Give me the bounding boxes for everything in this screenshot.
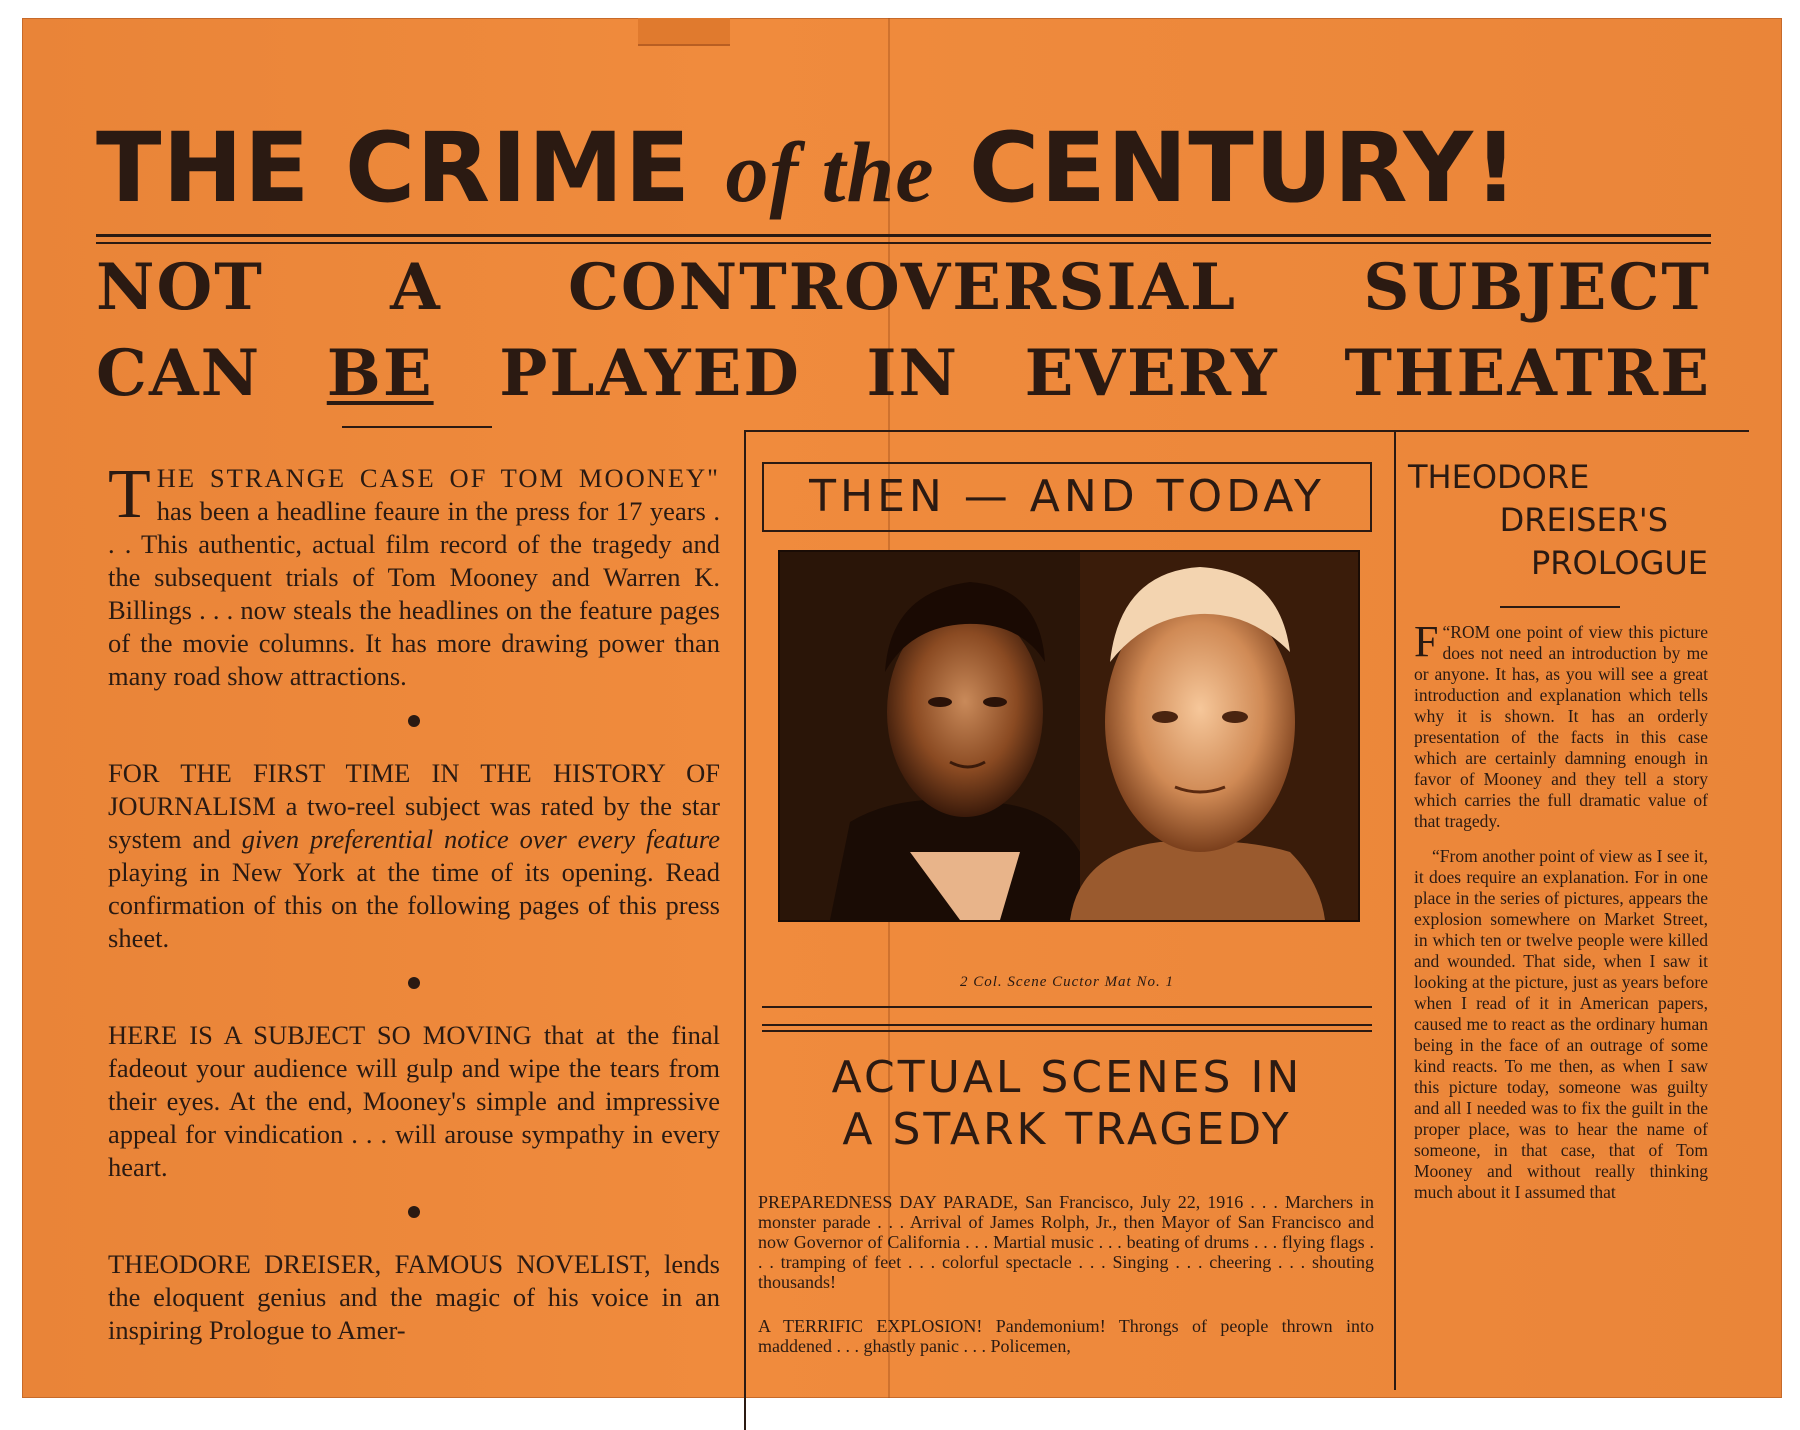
subhead-line2-underlined: BE bbox=[326, 336, 434, 411]
portrait-photo bbox=[778, 550, 1360, 922]
actual-heading-line1: ACTUAL SCENES IN bbox=[831, 1052, 1303, 1103]
left-p2-text2: playing in New York at the time of its opening. Read confirmation of this on the following pages of this press sheet. bbox=[108, 857, 720, 953]
left-p1-caps: HE STRANGE CASE OF TOM MOONEY" bbox=[156, 463, 720, 493]
mid-p2-caps: A TERRIFIC EXPLOSION! bbox=[758, 1316, 983, 1336]
prologue-title-line2: DREISER'S bbox=[1499, 501, 1668, 539]
middle-paragraph-1 bbox=[758, 1192, 1374, 1292]
headline-part2: CENTURY! bbox=[934, 112, 1519, 224]
prologue-title-line3: PROLOGUE bbox=[1530, 544, 1708, 582]
right-column-divider bbox=[1394, 430, 1396, 1390]
bullet-dot bbox=[408, 715, 420, 727]
actual-heading-line2: A STARK TRAGEDY bbox=[842, 1104, 1292, 1155]
paper-tab bbox=[638, 18, 730, 46]
dropcap-t: T bbox=[108, 456, 151, 533]
main-headline bbox=[96, 112, 1726, 232]
photo-caption: 2 Col. Scene Cuctor Mat No. 1 bbox=[960, 974, 1174, 990]
left-p4-text: lends the eloquent genius and the magic of his voice in an inspiring Prologue to Amer- bbox=[108, 1249, 720, 1345]
left-paragraph-2 bbox=[108, 757, 720, 955]
left-paragraph-1 bbox=[108, 456, 720, 693]
dropcap-f: F bbox=[1414, 617, 1439, 666]
prologue-paragraph-2: “From another point of view as I see it, it does require an explanation. For in one place in the series of pictures, appears the explosion somewhere on Market Street, in which ten or twelve people were killed and wounded. That side, when I saw it looking at the picture, just as years before when I read of it in American papers, caused me to react as the ordinary human being in the face of an outrage of some kind reacts. To me then, as when I saw this picture today, someone was guilty and all I needed was to fix the guilt in the proper place, was to hear the name of someone, in that case, that of Tom Mooney and without really thinking much about it I assumed that bbox=[1414, 846, 1708, 1202]
prologue-paragraph-1 bbox=[1414, 617, 1708, 832]
then-and-today-box: THEN — AND TODAY bbox=[762, 462, 1372, 532]
opening-quote: “ bbox=[1442, 622, 1451, 642]
middle-paragraph-2 bbox=[758, 1316, 1374, 1356]
mid-p2-text: Pandemonium! Throngs of people thrown into maddened . . . ghastly panic . . . Policemen, bbox=[758, 1316, 1374, 1356]
prologue-heading bbox=[1408, 456, 1708, 585]
left-column bbox=[108, 456, 721, 1347]
mid-rule-2 bbox=[762, 1024, 1372, 1026]
bullet-dot bbox=[408, 1206, 420, 1218]
left-p3-text: that at the final fadeout your audience will gulp and wipe the tears from their eyes. At the end, Mooney's simple and impressive appeal for vindication . . . will arouse sympathy in every heart. bbox=[108, 1020, 720, 1182]
left-paragraph-4 bbox=[108, 1248, 720, 1347]
left-p1-text: has been a headline feaure in the press for 17 years . . . This authentic, actual film record of the tragedy and the subsequent trials of Tom Mooney and Warren K. Billings . . . now steals the headlines on the feature pages of the movie columns. It has more drawing power than many road show attractions. bbox=[108, 496, 720, 691]
left-p3-caps: HERE IS A SUBJECT SO MOVING bbox=[108, 1020, 532, 1050]
middle-paragraphs bbox=[758, 1192, 1374, 1380]
prologue-text bbox=[1414, 617, 1708, 1217]
actual-scenes-heading bbox=[762, 1052, 1372, 1156]
mid-rule-1 bbox=[762, 1006, 1372, 1008]
mid-p1-caps: PREPAREDNESS DAY PARADE, bbox=[758, 1192, 1019, 1212]
left-paragraph-3 bbox=[108, 1019, 720, 1184]
subhead-line2-a: CAN bbox=[96, 336, 327, 411]
subhead-line2 bbox=[96, 336, 1711, 411]
headline-rule bbox=[96, 234, 1711, 244]
left-p2-caps: FOR THE FIRST TIME IN THE HISTORY OF JOURNALISM bbox=[108, 758, 720, 821]
prologue-rule bbox=[1500, 606, 1620, 608]
left-p2-text1: a two-reel subject was rated by the star system and bbox=[108, 791, 720, 854]
bullet-dot bbox=[408, 977, 420, 989]
prologue-p1-text: ROM one point of view this picture does not need an introduction by me or anyone. It has, as you will see a great introduction and explanation which tells why it is shown. It has an orderly presentation of the facts in this case which are certainly damning enough in favor of Mooney and they tell a story which carries the full dramatic value of that tragedy. bbox=[1414, 622, 1708, 831]
left-p4-caps: THEODORE DREISER, FAMOUS NOVELIST, bbox=[108, 1249, 651, 1279]
headline-italic: of the bbox=[725, 124, 935, 220]
headline-part1: THE CRIME bbox=[96, 112, 726, 224]
left-p2-italic: given preferential notice over every feature bbox=[241, 824, 721, 854]
prologue-title-line1: THEODORE bbox=[1408, 458, 1590, 496]
subhead-line1: NOT A CONTROVERSIAL SUBJECT bbox=[96, 250, 1711, 325]
subhead-line2-b: PLAYED IN EVERY THEATRE bbox=[433, 336, 1711, 411]
mid-rule-3 bbox=[762, 1030, 1372, 1032]
left-short-rule bbox=[342, 426, 492, 428]
mid-p1-text: San Francisco, July 22, 1916 . . . Marchers in monster parade . . . Arrival of James Rolph, Jr., then Mayor of San Francisco and now Governor of California . . . Martial music . . . beating of drums . . . flying flags . . . tramping of feet . . . colorful spectacle . . . Singing . . . cheering . . . shouting thousands! bbox=[758, 1192, 1375, 1292]
portrait-illustration bbox=[780, 552, 1358, 920]
